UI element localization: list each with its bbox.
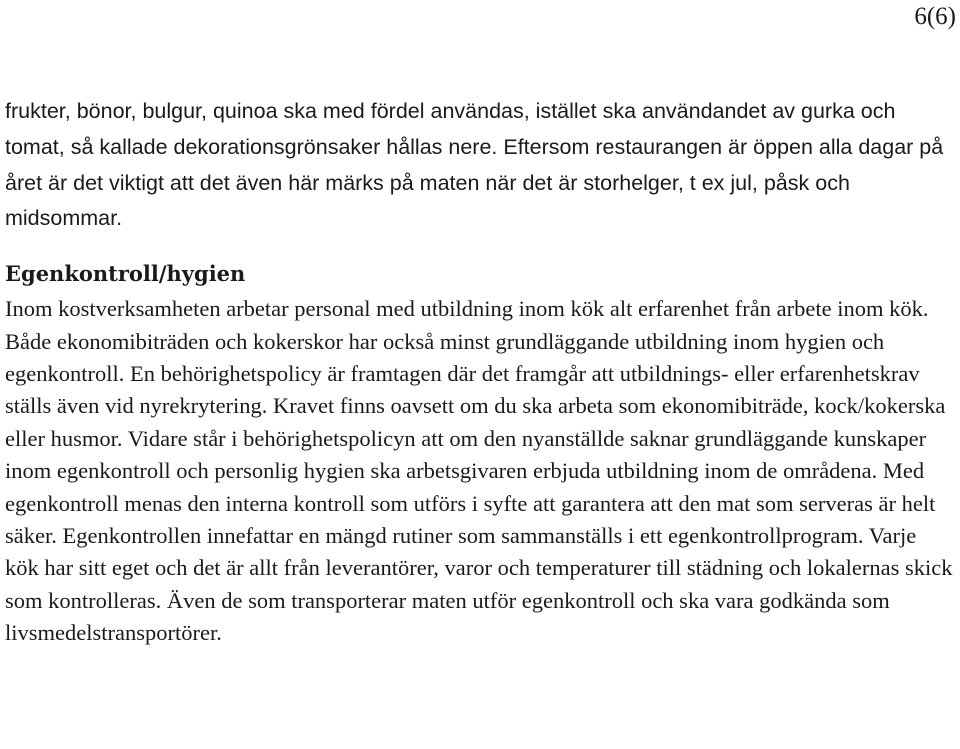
section-paragraph: Inom kostverksamheten arbetar personal med utbildning inom kök alt erfarenhet från arbete inom kök. Både ekonomibiträden och kokerskor har också minst grundläggande utbildning inom hygien och egenkontroll. En behörighetspolicy är framtagen där det framgår att utbildnings- eller erfarenhetskrav ställs även vid nyrekrytering. Kravet finns oavsett om du ska arbeta som ekonomibiträde, kock/kokerska eller husmor. Vidare står i behörighetspolicyn att om den nyanställde saknar grundläggande kunskaper inom egenkontroll och personlig hygien ska arbetsgivaren erbjuda utbildning inom de områdena. Med egenkontroll menas den interna kontroll som utförs i syfte att garantera att den mat som serveras är helt säker. Egenkontrollen innefattar en mängd rutiner som sammanställs i ett egenkontrollprogram. Varje kök har sitt eget och det är allt från leverantörer, varor och temperaturer till städning och lokalernas skick som kontrolleras. Även de som transporterar maten utför egenkontroll och ska vara godkända som livsmedelstransportörer. (5, 296, 953, 646)
section-heading: Egenkontroll/hygien (5, 261, 246, 287)
document-body (5, 94, 955, 650)
page-number: 6(6) (914, 3, 956, 30)
intro-paragraph: frukter, bönor, bulgur, quinoa ska med fördel användas, istället ska användandet av gurka och tomat, så kallade dekorationsgrönsaker hållas nere. Eftersom restaurangen är öppen alla dagar på året är det viktigt att det även här märks på maten när det är storhelger, t ex jul, påsk och midsommar. (5, 99, 944, 231)
